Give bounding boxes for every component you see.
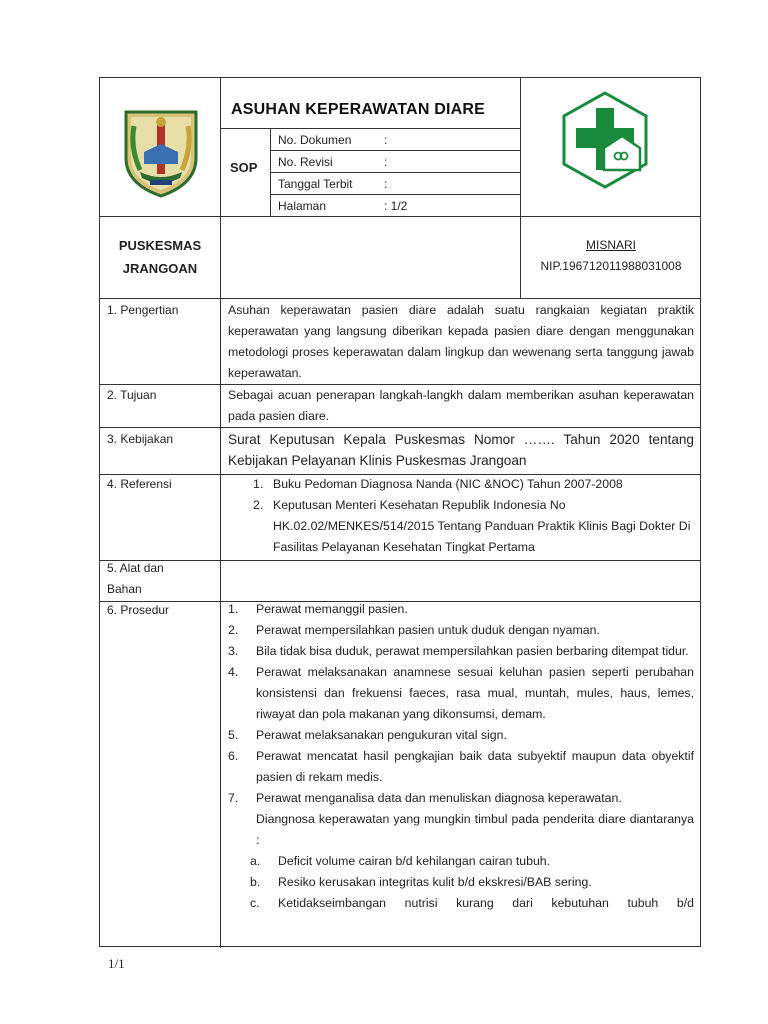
- list-item: [228, 474, 694, 495]
- list-item: [228, 599, 694, 620]
- meta-label-no-dokumen: No. Dokumen: [278, 133, 352, 147]
- meta-value-halaman: : 1/2: [384, 199, 408, 213]
- list-letter: b.: [250, 875, 261, 889]
- meta-value-no-dokumen: :: [384, 133, 388, 147]
- organization-name: [100, 234, 220, 280]
- section-label-alat-line2: Bahan: [107, 582, 142, 596]
- list-letter: a.: [250, 854, 261, 868]
- step-text: Perawat memanggil pasien.: [256, 602, 408, 616]
- list-item: [228, 788, 694, 914]
- meta-label-no-revisi: No. Revisi: [278, 155, 333, 169]
- step-text: Perawat mempersilahkan pasien untuk duduk dengan nyaman.: [256, 623, 600, 637]
- procedure-steps: [228, 599, 694, 914]
- step-continuation: Diangnosa keperawatan yang mungkin timbul pada penderita diare diantaranya :: [256, 812, 694, 847]
- section-label-prosedur: 6. Prosedur: [107, 603, 170, 617]
- list-item: [250, 893, 694, 914]
- list-number: 1.: [253, 477, 264, 491]
- list-number: 3.: [228, 644, 239, 658]
- list-number: 5.: [228, 728, 239, 742]
- section-label-alat-bahan: [107, 558, 164, 600]
- document-title: ASUHAN KEPERAWATAN DIARE: [231, 101, 485, 118]
- reference-text: Keputusan Menteri Kesehatan Republik Indonesia No HK.02.02/MENKES/514/2015 Tentang Panduan Praktik Klinis Bagi Dokter Di Fasilitas Pelayanan Kesehatan Tingkat Pertama: [273, 498, 691, 554]
- section-text-pengertian: Asuhan keperawatan pasien diare adalah suatu rangkaian kegiatan praktik keperawatan yang langsung diberikan kepada pasien diare dengan menggunakan metodologi proses keperawatan dalam lingkup dan wewenang serta tanggung jawab keperawatan.: [228, 303, 694, 380]
- section-label-tujuan: 2. Tujuan: [107, 388, 157, 402]
- signatory-nip: NIP.196712011988031008: [540, 259, 682, 273]
- meta-value-no-revisi: :: [384, 155, 388, 169]
- list-number: 2.: [228, 623, 239, 637]
- sop-document: [99, 77, 701, 947]
- diagnosis-text: Resiko kerusakan integritas kulit b/d ekskresi/BAB sering.: [278, 875, 592, 889]
- section-label-alat-line1: 5. Alat dan: [107, 561, 164, 575]
- list-item: [250, 872, 694, 893]
- list-item: [228, 746, 694, 788]
- reference-list: [228, 474, 694, 558]
- step-text: Perawat menganalisa data dan menuliskan diagnosa keperawatan.: [256, 791, 622, 805]
- divider: [100, 560, 700, 561]
- list-item: [228, 725, 694, 746]
- list-number: 1.: [228, 602, 239, 616]
- list-number: 7.: [228, 791, 239, 805]
- divider: [100, 216, 700, 217]
- section-text-tujuan: Sebagai acuan penerapan langkah-langkh dalam memberikan asuhan keperawatan pada pasien diare.: [228, 388, 694, 423]
- divider: [100, 427, 700, 428]
- divider: [270, 194, 520, 195]
- column-divider: [220, 78, 221, 948]
- puskesmas-logo: [560, 90, 650, 195]
- sop-label: SOP: [230, 160, 258, 175]
- regional-emblem-logo: [120, 108, 202, 203]
- divider: [100, 298, 700, 299]
- reference-text: Buku Pedoman Diagnosa Nanda (NIC &NOC) Tahun 2007-2008: [273, 477, 623, 491]
- page-number: 1/1: [108, 956, 125, 971]
- step-text: Perawat mencatat hasil pengkajian baik data subyektif maupun data obyektif pasien di rekam medis.: [256, 749, 694, 784]
- meta-value-tanggal-terbit: :: [384, 177, 388, 191]
- divider: [220, 128, 520, 129]
- list-letter: c.: [250, 896, 260, 910]
- diagnosis-list: [250, 851, 694, 914]
- organization-name-line1: PUSKESMAS: [118, 238, 202, 253]
- signatory-name: MISNARI: [585, 238, 636, 252]
- list-item: [228, 495, 694, 558]
- divider: [270, 172, 520, 173]
- meta-label-halaman: Halaman: [278, 199, 327, 213]
- procedure-block: [228, 599, 694, 947]
- list-item: [228, 641, 694, 662]
- list-number: 2.: [253, 498, 264, 512]
- list-item: [228, 620, 694, 641]
- diagnosis-text: Deficit volume cairan b/d kehilangan cairan tubuh.: [278, 854, 551, 868]
- section-text-kebijakan: Surat Keputusan Kepala Puskesmas Nomor ……. Tahun 2020 tentang Kebijakan Pelayanan Klinis Puskesmas Jrangoan: [228, 432, 694, 468]
- section-label-kebijakan: 3. Kebijakan: [107, 432, 174, 446]
- section-label-referensi: 4. Referensi: [107, 477, 172, 491]
- diagnosis-text: Ketidakseimbangan nutrisi kurang dari kebutuhan tubuh b/d: [278, 896, 694, 910]
- step-text: Bila tidak bisa duduk, perawat mempersilahkan pasien berbaring ditempat tidur.: [256, 644, 689, 658]
- section-label-pengertian: 1. Pengertian: [107, 303, 179, 317]
- step-text: Perawat melaksanakan pengukuran vital sign.: [256, 728, 507, 742]
- meta-label-tanggal-terbit: Tanggal Terbit: [278, 177, 353, 191]
- list-number: 6.: [228, 749, 239, 763]
- list-number: 4.: [228, 665, 239, 679]
- list-item: [228, 662, 694, 725]
- list-item: [250, 851, 694, 872]
- organization-name-line2: JRANGOAN: [122, 261, 198, 276]
- step-text: Perawat melaksanakan anamnese sesuai keluhan pasien seperti perubahan konsistensi dan frekuensi faeces, rasa mual, muntah, mules, haus, lemes, riwayat dan pola makanan yang dikonsumsi, demam.: [256, 665, 694, 721]
- divider: [270, 150, 520, 151]
